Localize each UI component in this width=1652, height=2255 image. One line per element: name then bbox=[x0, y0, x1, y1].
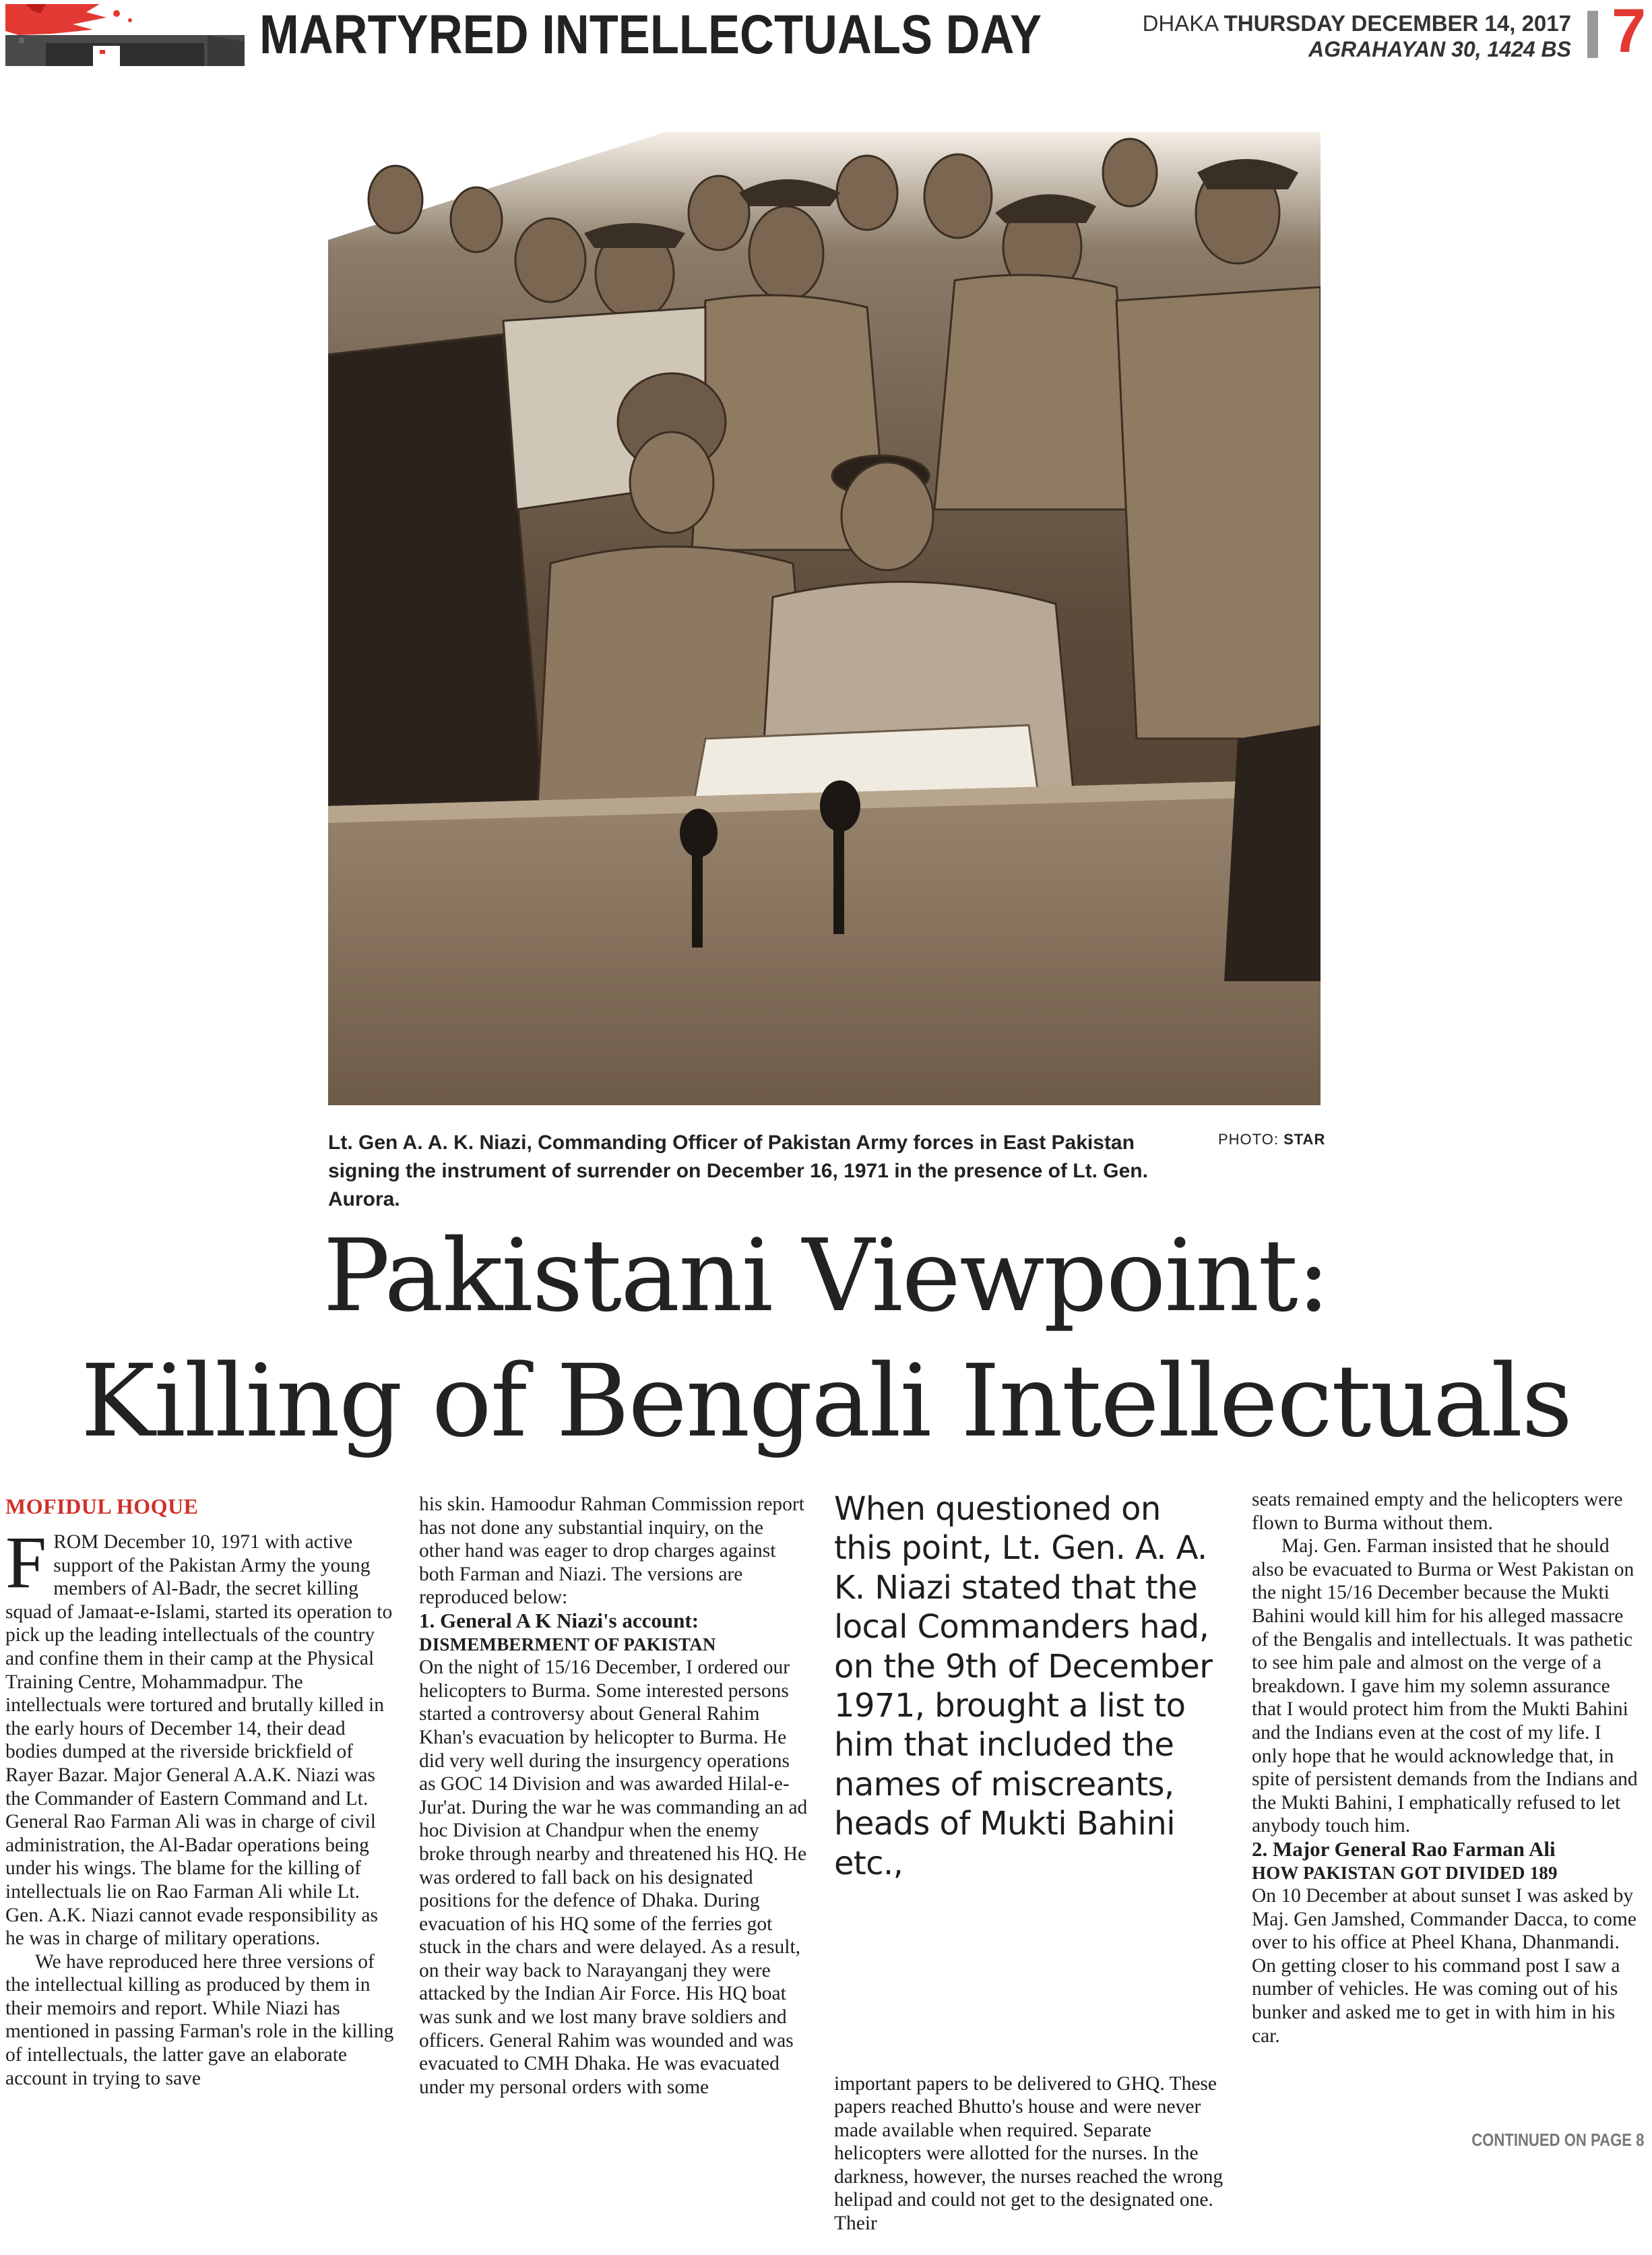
section-heading-farman: 2. Major General Rao Farman Ali bbox=[1252, 1836, 1556, 1861]
masthead bbox=[0, 0, 1652, 71]
paragraph-4: On the night of 15/16 December, I ordered our helicopters to Burma. Some interested persons started a controversy about General Rahim Khan's evacuation by helicopter to Burma. He did very well during the insurgency operations as GOC 14 Division and was awarded Hilal-e-Jur'at. During the war he was commanding an ad hoc Division at Chandpur when the enemy broke through nearby and threatened his HQ. He was ordered to fall back on his designated positions for the defence of Dhaka. During evacuation of his HQ some of the ferries got stuck in the chars and were delayed. As a result, on their way back to Narayanganj they were attacked by the Indian Air Force. His HQ boat was sunk and we lost many brave soldiers and officers. General Rahim was wounded and was evacuated to CMH Dhaka. He was evacuated under my personal orders with some bbox=[419, 1657, 808, 2098]
headline-line-1: Pakistani Viewpoint: bbox=[323, 1218, 1329, 1334]
section-subheading-farman: HOW PAKISTAN GOT DIVIDED 189 bbox=[1252, 1862, 1558, 1883]
article-column-4 bbox=[1252, 1488, 1641, 2047]
paragraph-6: seats remained empty and the helicopters were flown to Burma without them. bbox=[1252, 1489, 1623, 1534]
paragraph-2: We have reproduced here three versions of the intellectual killing as produced by them in their memoirs and report. While Niazi has mentioned in passing Farman's role in the killing of intellectuals, the latter gave an elaborate account in trying to save bbox=[5, 1950, 394, 2089]
headline-line-2: Killing of Bengali Intellectuals bbox=[80, 1343, 1572, 1459]
photo-credit bbox=[1218, 1131, 1325, 1148]
surrender-photo-illustration bbox=[328, 132, 1321, 1105]
article-column-1 bbox=[5, 1493, 396, 2090]
section-heading-niazi: 1. General A K Niazi's account: bbox=[419, 1608, 699, 1632]
paragraph-1: ROM December 10, 1971 with active support of the Pakistan Army the young members of Al-Badr, the secret killing squad of Jamaat-e-Islami, started its operation to pick up the leading intellectuals of the country and confine them in their camp at the Physical Training Centre, Mohammadpur. The intellectuals were tortured and brutally killed in the early hours of December 14, their dead bodies dumped at the riverside brickfield of Rayer Bazar. Major General A.A.K. Niazi was the Commander of Eastern Command and Lt. General Rao Farman Ali was in charge of civil administration, the Al-Badar operations being under his wings. The blame for the killing of intellectuals lie on Rao Farman Ali while Lt. Gen. A.K. Niazi cannot evade responsibility as he was in charge of military operations. bbox=[5, 1531, 393, 1950]
pull-quote: When questioned on this point, Lt. Gen. A. A. K. Niazi stated that the local Commanders had, on the 9th of December 1971, brought a list to him that included the names of miscreants, heads of Mukti Bahini etc., bbox=[834, 1490, 1213, 1882]
paragraph-5: important papers to be delivered to GHQ. These papers reached Bhutto's house and were never made available when required. Separate helicopters were allotted for the nurses. In the darkness, however, the nurses reached the wrong helipad and could not get to the designated one. Their bbox=[834, 2072, 1224, 2235]
continued-on-page[interactable]: CONTINUED ON PAGE 8 bbox=[1471, 2130, 1644, 2150]
dateline bbox=[1143, 11, 1571, 62]
article-intro bbox=[5, 1521, 396, 1950]
paragraph-8: On 10 December at about sunset I was asked by Maj. Gen Jamshed, Commander Dacca, to come over to his office at Pheel Khana, Dhanmandi. On getting closer to his command post I saw a number of vehicles. He was coming out of his bunker and asked me to get in with him in his car. bbox=[1252, 1885, 1637, 2047]
photo-caption: Lt. Gen A. A. K. Niazi, Commanding Officer of Pakistan Army forces in East Pakistan signing the instrument of surrender on December 16, 1971 in the presence of Lt. Gen. Aurora. bbox=[328, 1132, 1148, 1210]
dropcap: F bbox=[5, 1521, 47, 1603]
article-column-3 bbox=[834, 2052, 1224, 2255]
headline bbox=[0, 1213, 1652, 1464]
date-city: DHAKA bbox=[1142, 11, 1218, 36]
photo-credit-source: STAR bbox=[1283, 1131, 1326, 1148]
byline: MOFIDUL HOQUE bbox=[5, 1494, 199, 1518]
article-column-2 bbox=[419, 1493, 808, 2099]
paragraph-7: Maj. Gen. Farman insisted that he should also be evacuated to Burma or West Pakistan on the night 15/16 December because the Mukti Bahini would kill him for his alleged massacre of the Bengalis and intellectuals. It was pathetic to see him pale and almost on the verge of a breakdown. I gave him my solemn assurance that I would protect him from the Mukti Bahini and the Indians even at the cost of my life. I only hope that he would acknowledge that, in spite of persistent demands from the Indians and the Mukti Bahini, I emphatically refused to let anybody touch him. bbox=[1252, 1535, 1638, 1837]
photo-credit-label: PHOTO: bbox=[1218, 1131, 1279, 1148]
paragraph-3: his skin. Hamoodur Rahman Commission report has not done any substantial inquiry, on the other hand was eager to drop charges against both Farman and Niazi. The versions are reproduced below: bbox=[419, 1493, 804, 1609]
surrender-photo bbox=[328, 132, 1321, 1105]
section-title: MARTYRED INTELLECTUALS DAY bbox=[259, 4, 1042, 65]
page-number: 7 bbox=[1612, 0, 1647, 65]
page-number-separator bbox=[1587, 11, 1598, 58]
date-day: THURSDAY DECEMBER 14, 2017 bbox=[1224, 11, 1571, 36]
date-bengali: AGRAHAYAN 30, 1424 BS bbox=[1308, 37, 1571, 61]
martyred-memorial-logo bbox=[5, 4, 245, 66]
section-subheading-niazi: DISMEMBERMENT OF PAKISTAN bbox=[419, 1634, 716, 1655]
